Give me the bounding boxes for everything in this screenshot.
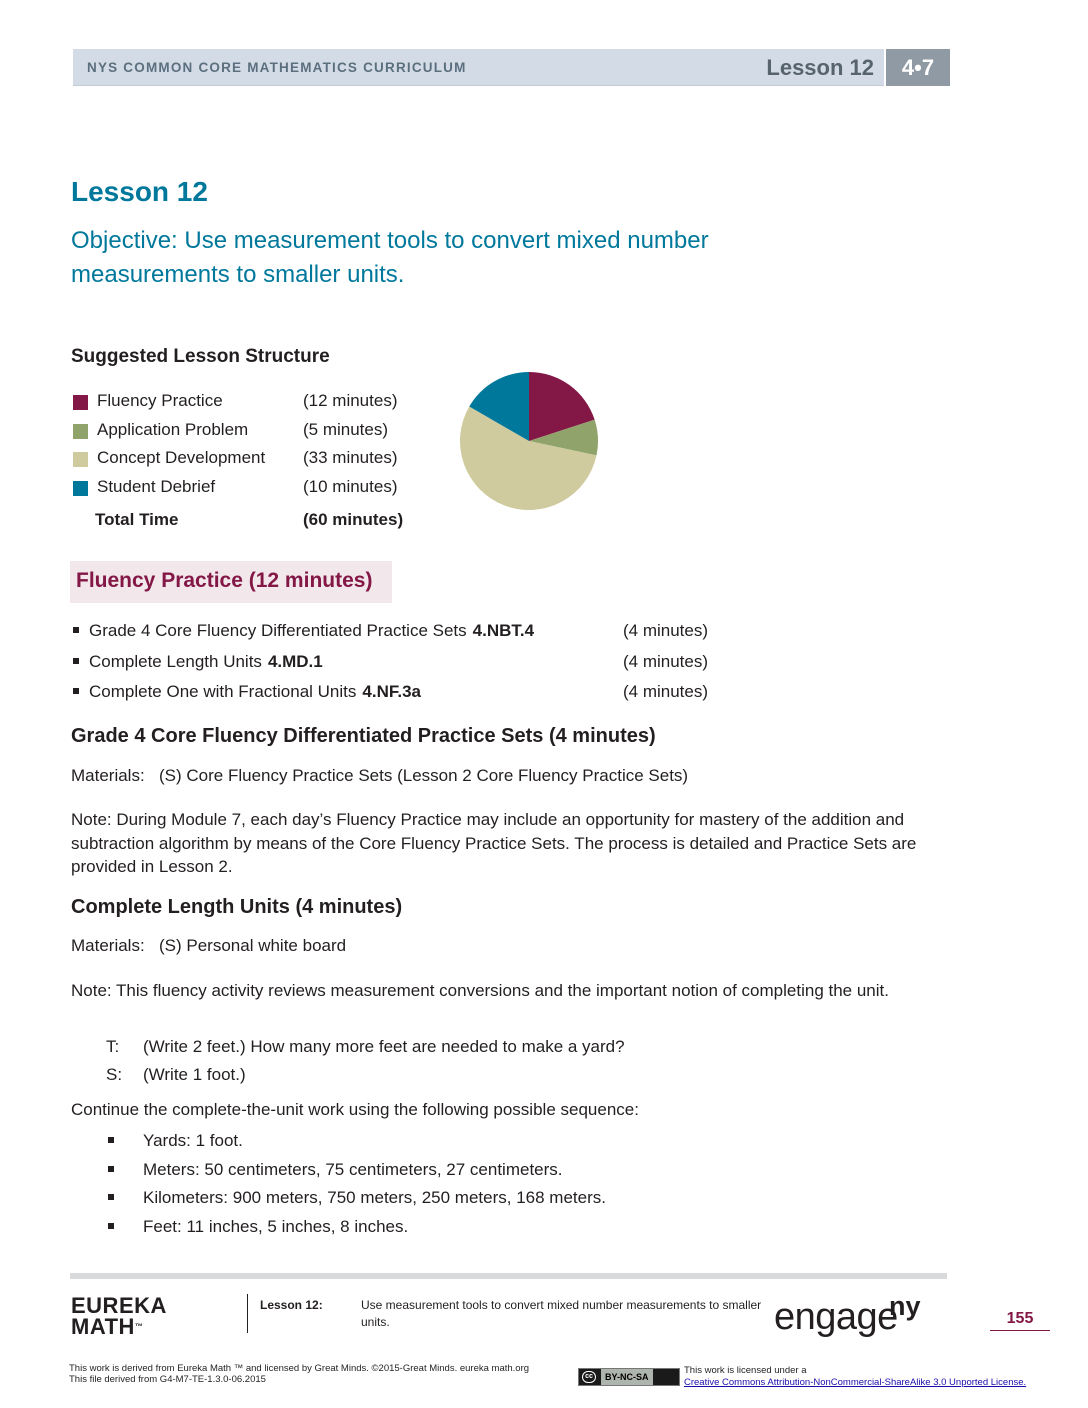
- cc-badge-text: BY-NC-SA: [601, 1369, 653, 1385]
- sequence-text: Meters: 50 centimeters, 75 centimeters, 27 centimeters.: [143, 1159, 563, 1179]
- continue-text: Continue the complete-the-unit work using the following possible sequence:: [71, 1100, 639, 1119]
- grade-module-badge: 4•7: [886, 49, 950, 86]
- list-item: [71, 651, 771, 682]
- legend-row: [71, 447, 431, 476]
- fine-line2: This file derived from G4-M7-TE-1.3.0-06.2015: [69, 1374, 266, 1385]
- logo-line2: MATH: [71, 1314, 135, 1339]
- item-time: (4 minutes): [623, 651, 709, 671]
- section1-materials: [71, 764, 931, 788]
- sequence-list: [106, 1131, 806, 1245]
- item-standard: 4.NF.3a: [362, 682, 421, 701]
- item-standard: 4.NBT.4: [472, 621, 535, 640]
- cc-license-badge[interactable]: [578, 1368, 680, 1386]
- section1-note: Note: During Module 7, each day’s Fluency Practice may include an opportunity for mastery of the addition and subtraction algorithm by means of the Core Fluency Practice Sets. The process is detailed and Practice Sets are provided in Lesson 2.: [71, 810, 917, 876]
- list-item: [106, 1160, 806, 1189]
- list-item: [106, 1217, 806, 1246]
- license-line1: This work is licensed under a: [684, 1365, 807, 1376]
- materials-label: Materials:: [71, 766, 145, 785]
- footer-divider: [247, 1294, 248, 1333]
- lesson-objective: Objective: Use measurement tools to convert mixed number measurements to smaller units.: [71, 227, 709, 288]
- fluency-list: [71, 620, 771, 712]
- dialog-text: (Write 1 foot.): [143, 1065, 246, 1084]
- footer-rule: [70, 1273, 947, 1279]
- section1-heading: Grade 4 Core Fluency Differentiated Practice Sets (4 minutes): [71, 725, 656, 747]
- materials-label: Materials:: [71, 936, 145, 955]
- item-text: Complete One with Fractional Units: [89, 682, 357, 701]
- legend-time: (10 minutes): [303, 476, 398, 496]
- legend-time: (33 minutes): [303, 448, 398, 467]
- structure-heading: Suggested Lesson Structure: [71, 346, 330, 367]
- legend-row: [71, 390, 431, 419]
- dialog-speaker: S:: [106, 1065, 123, 1084]
- section2-materials: [71, 934, 931, 958]
- page-header: [73, 49, 950, 86]
- page-number: 155: [990, 1310, 1050, 1331]
- footer-lesson-label: Lesson 12:: [260, 1298, 323, 1312]
- dialog-speaker: T:: [106, 1037, 120, 1056]
- square-bullet-icon: [108, 1166, 114, 1172]
- footer-fine-print: [69, 1363, 529, 1385]
- materials-text: (S) Core Fluency Practice Sets (Lesson 2 Core Fluency Practice Sets): [159, 766, 689, 785]
- header-band: [73, 49, 884, 86]
- item-text: Complete Length Units: [89, 651, 262, 671]
- fluency-swatch: [73, 395, 88, 410]
- item-time: (4 minutes): [623, 621, 709, 640]
- dialog-line: [106, 1065, 246, 1085]
- dialog-line: [106, 1037, 625, 1057]
- total-label: Total Time: [95, 510, 179, 529]
- fine-line1: This work is derived from Eureka Math ™ and licensed by Great Minds. ©2015-Great Minds. eureka math.org: [69, 1363, 530, 1374]
- legend-time: (12 minutes): [303, 391, 398, 410]
- header-lesson: Lesson 12: [766, 55, 874, 80]
- logo-line1: EUREKA: [71, 1293, 167, 1318]
- item-standard: 4.MD.1: [267, 651, 323, 671]
- legend-name: Application Problem: [97, 419, 249, 439]
- sequence-text: Yards: 1 foot.: [143, 1131, 243, 1150]
- license-link[interactable]: Creative Commons Attribution-NonCommercial-ShareAlike 3.0 Unported License.: [684, 1376, 1027, 1388]
- legend-name: Student Debrief: [97, 476, 216, 496]
- lesson-title: Lesson 12: [71, 176, 208, 207]
- engageny-logo-ny: ny: [889, 1291, 921, 1321]
- list-item: [106, 1188, 806, 1217]
- license-text: [684, 1365, 1026, 1388]
- footer-lesson-desc: Use measurement tools to convert mixed number measurements to smaller units.: [361, 1298, 762, 1329]
- list-item: [106, 1131, 806, 1160]
- legend-name: Fluency Practice: [97, 391, 223, 410]
- legend-row: [71, 476, 431, 505]
- item-text: Grade 4 Core Fluency Differentiated Practice Sets: [89, 621, 467, 640]
- legend-name: Concept Development: [97, 448, 266, 467]
- fluency-heading: Fluency Practice (12 minutes): [76, 569, 373, 592]
- application-swatch: [73, 424, 88, 439]
- total-time: (60 minutes): [303, 510, 404, 529]
- square-bullet-icon: [108, 1137, 114, 1143]
- engageny-logo: engage: [774, 1296, 898, 1338]
- item-time: (4 minutes): [623, 682, 709, 701]
- lesson-structure-pie: [458, 370, 600, 512]
- square-bullet-icon: [73, 688, 79, 694]
- section2-note: Note: This fluency activity reviews measurement conversions and the important notion of completing the unit.: [71, 981, 889, 1000]
- square-bullet-icon: [108, 1194, 114, 1200]
- section2-heading: Complete Length Units (4 minutes): [71, 896, 403, 918]
- concept-swatch: [73, 452, 88, 467]
- sequence-text: Kilometers: 900 meters, 750 meters, 250 meters, 168 meters.: [143, 1188, 606, 1207]
- curriculum-label: NYS COMMON CORE MATHEMATICS CURRICULUM: [87, 60, 467, 75]
- fluency-section-band: [70, 561, 392, 603]
- legend-time: (5 minutes): [303, 419, 389, 439]
- cc-icon: cc: [582, 1371, 596, 1383]
- logo-tm: ™: [134, 1322, 144, 1331]
- square-bullet-icon: [108, 1223, 114, 1229]
- materials-text: (S) Personal white board: [159, 936, 347, 955]
- list-item: [71, 620, 771, 651]
- dialog-text: (Write 2 feet.) How many more feet are needed to make a yard?: [143, 1037, 625, 1056]
- structure-legend: [71, 390, 431, 539]
- total-time-row: [71, 509, 431, 539]
- square-bullet-icon: [73, 627, 79, 633]
- list-item: [71, 681, 771, 712]
- legend-row: [71, 419, 431, 448]
- eureka-math-logo: [71, 1295, 181, 1337]
- sequence-text: Feet: 11 inches, 5 inches, 8 inches.: [143, 1216, 409, 1236]
- square-bullet-icon: [73, 658, 79, 664]
- debrief-swatch: [73, 481, 88, 496]
